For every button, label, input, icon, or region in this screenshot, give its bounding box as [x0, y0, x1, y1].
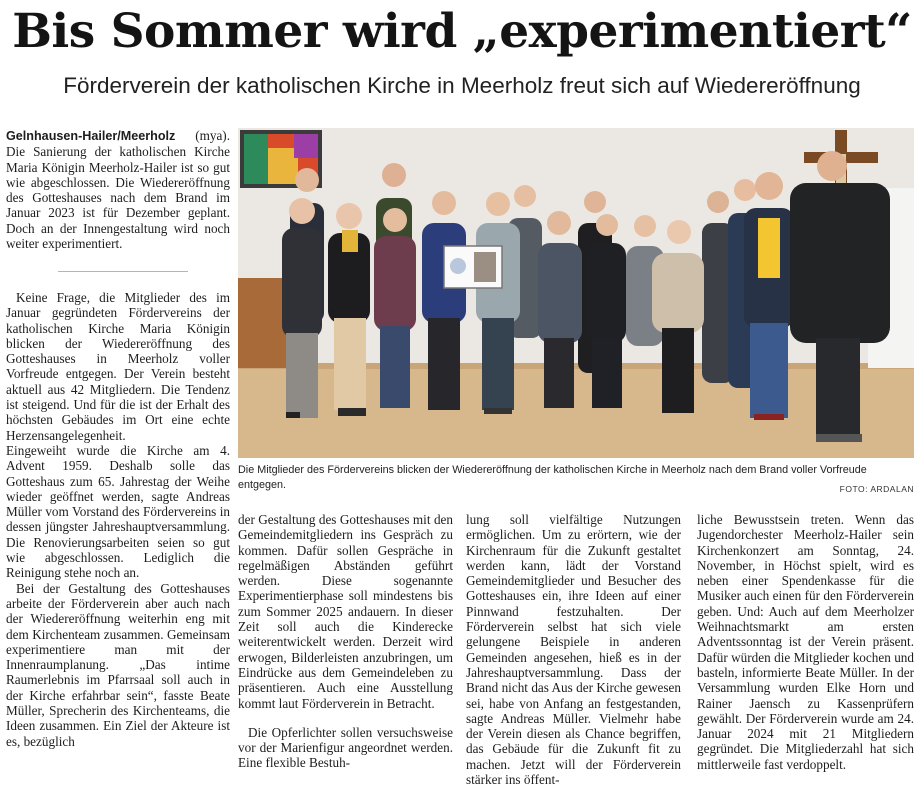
photo-caption: Die Mitglieder des Fördervereins blicken der Wiedereröffnung der katholischen Kirche in Meerholz nach dem Brand voller Vorfreude entgegen. — [238, 464, 867, 491]
paragraph: lung soll vielfältige Nutzungen ermöglichen. Um zu erörtern, wie der Kirchenraum für die Zukunft gestaltet werden kann, lädt der Vorstand Gemeindemitglieder und Besucher des Gotteshauses ein, ihre Ideen auf einer Pinnwand festzuhalten. Der Förderverein selbst hat sich viele gelungene Beispiele in anderen Gemeinden angesehen, hieß es in der Jahreshauptversammlung. Dass der Brand nicht das Aus der Kirche gewesen sei, habe von Anfang an festgestanden, sagte Andreas Müller. Vielmehr habe der Verein diesen als Chance begriffen, das Gebäude für die Zukunft fit zu machen. Jetzt will der Förderverein stärker ins öffent- — [466, 512, 681, 787]
author-tag: (mya). — [195, 128, 230, 143]
dateline: Gelnhausen-Hailer/Meerholz — [6, 129, 176, 143]
paragraph: liche Bewusstsein treten. Wenn das Jugendorchester Meerholz-Hailer sein Kirchenkonzert am Sonntag, 24. November, in Höchst spielt, wird es neben einer Spendenkasse für die Musiker auch einen für den Förderverein geben. Und: Auch auf dem Meerholzer Weihnachtsmarkt am ersten Adventssonntag ist der Verein präsent. Dafür würden die Mitglieder kochen und basteln, informierte Beate Müller. In der Versammlung wurden Elke Horn und Rainer Jaensch zu Kassenprüfern gewählt. Der Förderverein wurde am 24. Januar 2024 mit 21 Mitgliedern gegründet. Die Mitgliederzahl hat sich mittlerweile fast verdoppelt. — [697, 512, 914, 772]
paragraph: Eingeweiht wurde die Kirche am 4. Advent 1959. Deshalb solle das Gotteshaus zum 65. Jahrestag der Weihe wieder geöffnet werden, sagte Andreas Müller vom Vorstand des Fördervereins in dessen jüngster Jahreshauptversammlung. Die Renovierungsarbeiten seien so gut wie abgeschlossen. Lediglich die Reinigung stehe noch an. — [6, 442, 230, 581]
subheadline: Förderverein der katholischen Kirche in Meerholz freut sich auf Wiedereröffnung — [63, 73, 861, 98]
article-column-3 — [466, 512, 681, 787]
group-photo-illustration — [238, 128, 914, 458]
framed-certificate — [444, 246, 502, 288]
paragraph: Keine Frage, die Mitglieder des im Januar gegründeten Fördervereins der katholischen Kirche Maria Königin blicken der Wiedereröffnung des Gotteshauses in Meerholz voller Vorfreude entgegen. Der Verein besteht aktuell aus 42 Mitgliedern. Die Tendenz ist steigend. Und für die ist der Erhalt des höchsten Gebäudes im Ort eine echte Herzensangelegenheit. — [6, 290, 230, 443]
group-photo — [238, 128, 914, 458]
article-column-4 — [697, 512, 914, 772]
paragraph: Die Opferlichter sollen versuchsweise vor der Marienfigur angeordnet werden. Eine flexible Bestuh- — [238, 724, 453, 771]
headline: Bis Sommer wird „experimentiert“ — [12, 4, 912, 59]
article-column-1 — [6, 290, 230, 749]
separator-rule — [58, 271, 188, 272]
article-column-2 — [238, 512, 453, 771]
paragraph: der Gestaltung des Gotteshauses mit den Gemeindemitgliedern ins Gespräch zu kommen. Dafür sollen Gespräche in regelmäßigen Abständen geführt werden. Diese sogenannte Experimentierphase soll mindestens bis zum Sommer 2025 andauern. In dieser Zeit soll auch die Kinderecke weiterentwickelt werden. Derzeit wird erwogen, Bilderleisten anzubringen, um Eindrücke aus dem Gemeindeleben zu präsentieren. Auch eine Ausstellung kommt laut Förderverein in Betracht. — [238, 512, 453, 711]
photo-credit: FOTO: ARDALAN — [839, 484, 914, 494]
lead-paragraph — [6, 128, 230, 251]
lead-text: Die Sanierung der katholischen Kirche Maria Königin Meerholz-Hailer ist so gut wie abgeschlossen. Die Wiedereröffnung des Gotteshauses nach dem Brand im Januar 2023 ist für Dezember geplant. Doch an der Innengestaltung wird noch weiter experimentiert. — [6, 144, 230, 252]
paragraph: Bei der Gestaltung des Gotteshauses arbeite der Förderverein aber auch nach der Wiedereröffnung weiterhin eng mit dem Kirchenteam zusammen. Gemeinsam experimentiere man mit der Innenraumplanung. „Das intime Raumerlebnis im Pfarrsaal soll auch in der Kirche erfahrbar sein“, fasste Beate Müller, Sprecherin des Kirchenteams, die Ideen zusammen. Ein Ziel der Akteure ist es, bezüglich — [6, 580, 230, 749]
